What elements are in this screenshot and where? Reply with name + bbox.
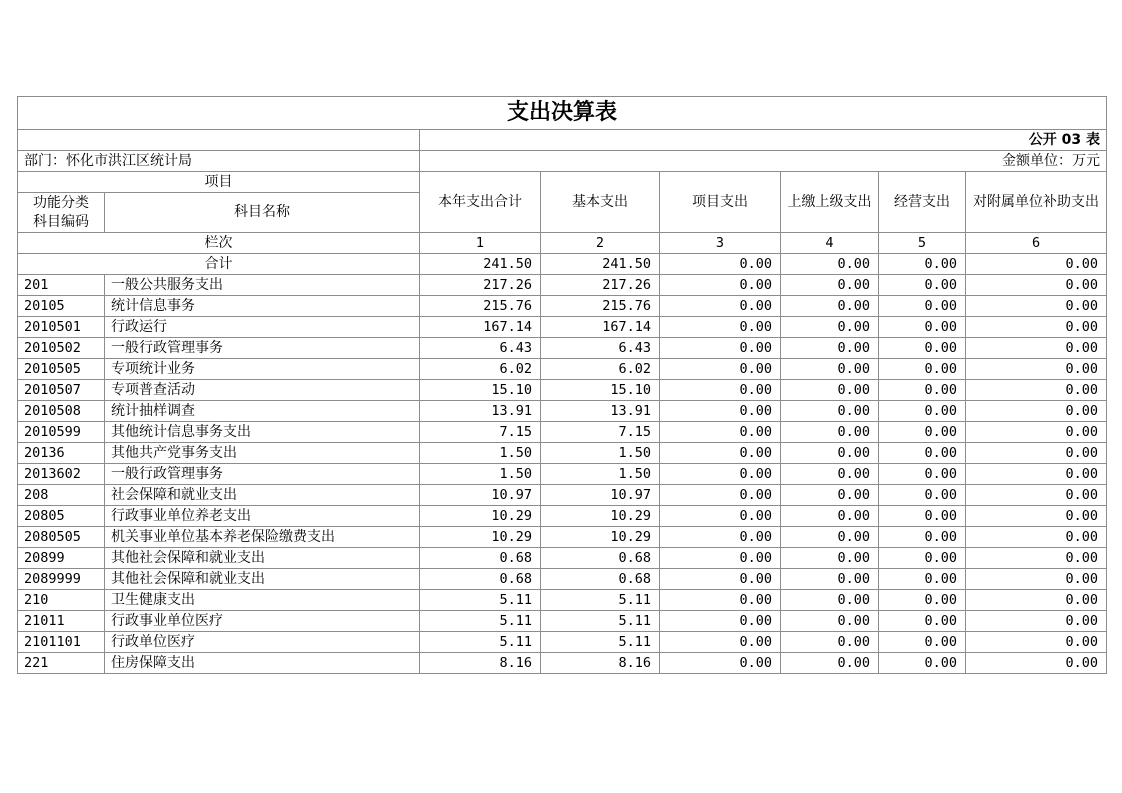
- table-row: [18, 590, 1107, 611]
- amount-cell: 0.00: [781, 548, 879, 569]
- page-title: 支出决算表: [18, 97, 1107, 130]
- table-row: [18, 401, 1107, 422]
- table-row: [18, 443, 1107, 464]
- subject-name: 统计信息事务: [105, 296, 420, 317]
- amount-cell: 0.00: [879, 317, 966, 338]
- amount-cell: 10.29: [541, 506, 660, 527]
- table-row: [18, 275, 1107, 296]
- subject-name: 其他社会保障和就业支出: [105, 569, 420, 590]
- subject-code: 2010508: [18, 401, 105, 422]
- amount-cell: 0.00: [966, 569, 1107, 590]
- amount-cell: 0.00: [879, 401, 966, 422]
- column-index: 6: [966, 233, 1107, 254]
- amount-cell: 217.26: [541, 275, 660, 296]
- amount-cell: 0.00: [966, 317, 1107, 338]
- amount-cell: 0.00: [660, 401, 781, 422]
- amount-cell: 10.29: [420, 527, 541, 548]
- amount-cell: 0.00: [966, 338, 1107, 359]
- table-row: [18, 380, 1107, 401]
- amount-cell: 0.00: [660, 359, 781, 380]
- table-row: [18, 485, 1107, 506]
- amount-cell: 13.91: [420, 401, 541, 422]
- amount-cell: 15.10: [541, 380, 660, 401]
- subject-code: 2010501: [18, 317, 105, 338]
- amount-cell: 5.11: [420, 611, 541, 632]
- amount-cell: 0.00: [660, 275, 781, 296]
- subject-name: 专项统计业务: [105, 359, 420, 380]
- amount-cell: 0.68: [541, 548, 660, 569]
- subject-name: 一般公共服务支出: [105, 275, 420, 296]
- amount-cell: 0.00: [781, 338, 879, 359]
- amount-cell: 5.11: [541, 611, 660, 632]
- amount-cell: 0.00: [966, 464, 1107, 485]
- amount-cell: 0.00: [781, 485, 879, 506]
- subject-name: 行政运行: [105, 317, 420, 338]
- amount-cell: 0.00: [879, 653, 966, 674]
- amount-cell: 0.00: [781, 359, 879, 380]
- amount-cell: 0.00: [966, 548, 1107, 569]
- amount-cell: 0.00: [660, 590, 781, 611]
- subject-code: 2010502: [18, 338, 105, 359]
- amount-cell: 0.00: [781, 443, 879, 464]
- amount-cell: 0.00: [966, 527, 1107, 548]
- amount-cell: 10.29: [420, 506, 541, 527]
- table-row: [18, 611, 1107, 632]
- amount-cell: 0.00: [966, 296, 1107, 317]
- amount-cell: 0.00: [966, 611, 1107, 632]
- header-subsidy: 对附属单位补助支出: [966, 172, 1107, 233]
- subject-name: 其他社会保障和就业支出: [105, 548, 420, 569]
- amount-cell: 5.11: [541, 590, 660, 611]
- subject-name: 行政事业单位养老支出: [105, 506, 420, 527]
- subject-name: 一般行政管理事务: [105, 464, 420, 485]
- amount-cell: 0.00: [781, 275, 879, 296]
- table-row: [18, 338, 1107, 359]
- amount-cell: 0.00: [879, 380, 966, 401]
- subject-code: 2010507: [18, 380, 105, 401]
- header-total: 本年支出合计: [420, 172, 541, 233]
- amount-cell: 0.00: [966, 422, 1107, 443]
- amount-cell: 0.00: [879, 296, 966, 317]
- column-index: 1: [420, 233, 541, 254]
- amount-cell: 0.00: [966, 590, 1107, 611]
- amount-cell: 0.00: [781, 527, 879, 548]
- amount-cell: 5.11: [420, 590, 541, 611]
- amount-cell: 0.00: [966, 632, 1107, 653]
- amount-cell: 0.00: [660, 443, 781, 464]
- amount-cell: 0.00: [879, 485, 966, 506]
- amount-cell: 0.00: [660, 485, 781, 506]
- subject-code: 20105: [18, 296, 105, 317]
- amount-cell: 0.00: [879, 464, 966, 485]
- subject-code: 210: [18, 590, 105, 611]
- amount-cell: 0.00: [781, 464, 879, 485]
- subject-code: 21011: [18, 611, 105, 632]
- department-label: 部门：怀化市洪江区统计局: [18, 151, 420, 172]
- blank-cell: [18, 130, 420, 151]
- subject-code: 20899: [18, 548, 105, 569]
- subject-name: 专项普查活动: [105, 380, 420, 401]
- amount-cell: 0.00: [781, 296, 879, 317]
- subject-code: 2089999: [18, 569, 105, 590]
- table-row: [18, 359, 1107, 380]
- amount-cell: 217.26: [420, 275, 541, 296]
- subject-code: 20805: [18, 506, 105, 527]
- amount-cell: 0.00: [781, 632, 879, 653]
- header-func-code: 功能分类 科目编码: [18, 193, 105, 233]
- total-value: 241.50: [541, 254, 660, 275]
- header-project: 项目支出: [660, 172, 781, 233]
- amount-cell: 0.00: [660, 548, 781, 569]
- amount-cell: 8.16: [541, 653, 660, 674]
- amount-cell: 0.00: [966, 275, 1107, 296]
- amount-cell: 0.00: [879, 527, 966, 548]
- amount-cell: 7.15: [541, 422, 660, 443]
- total-row: [18, 254, 1107, 275]
- subject-code: 221: [18, 653, 105, 674]
- amount-cell: 0.00: [879, 548, 966, 569]
- subject-code: 2010505: [18, 359, 105, 380]
- column-index: 2: [541, 233, 660, 254]
- amount-cell: 215.76: [541, 296, 660, 317]
- amount-cell: 0.68: [420, 548, 541, 569]
- amount-cell: 0.00: [660, 527, 781, 548]
- amount-cell: 0.68: [420, 569, 541, 590]
- amount-cell: 1.50: [541, 464, 660, 485]
- amount-cell: 0.00: [966, 506, 1107, 527]
- subject-code: 201: [18, 275, 105, 296]
- subject-code: 2010599: [18, 422, 105, 443]
- form-number: 公开 03 表: [420, 130, 1107, 151]
- amount-cell: 215.76: [420, 296, 541, 317]
- amount-cell: 0.00: [660, 569, 781, 590]
- subject-name: 住房保障支出: [105, 653, 420, 674]
- amount-cell: 0.00: [781, 506, 879, 527]
- table-row: [18, 548, 1107, 569]
- amount-cell: 0.00: [781, 380, 879, 401]
- total-value: 0.00: [781, 254, 879, 275]
- table-row: [18, 464, 1107, 485]
- amount-cell: 6.02: [541, 359, 660, 380]
- table-row: [18, 632, 1107, 653]
- amount-cell: 13.91: [541, 401, 660, 422]
- subject-code: 208: [18, 485, 105, 506]
- amount-cell: 0.00: [781, 422, 879, 443]
- total-value: 0.00: [966, 254, 1107, 275]
- amount-cell: 0.00: [781, 653, 879, 674]
- amount-cell: 167.14: [541, 317, 660, 338]
- amount-cell: 0.00: [879, 422, 966, 443]
- column-index: 5: [879, 233, 966, 254]
- amount-cell: 0.00: [879, 359, 966, 380]
- amount-cell: 0.00: [781, 590, 879, 611]
- subject-name: 其他统计信息事务支出: [105, 422, 420, 443]
- amount-cell: 8.16: [420, 653, 541, 674]
- amount-cell: 0.00: [781, 611, 879, 632]
- subject-code: 20136: [18, 443, 105, 464]
- amount-cell: 0.00: [966, 359, 1107, 380]
- total-value: 0.00: [879, 254, 966, 275]
- table-row: [18, 527, 1107, 548]
- amount-cell: 5.11: [420, 632, 541, 653]
- amount-cell: 0.00: [660, 296, 781, 317]
- amount-cell: 10.97: [541, 485, 660, 506]
- amount-cell: 0.00: [660, 338, 781, 359]
- amount-cell: 0.00: [879, 590, 966, 611]
- subject-name: 其他共产党事务支出: [105, 443, 420, 464]
- table-row: [18, 569, 1107, 590]
- amount-cell: 0.00: [879, 506, 966, 527]
- column-index: 4: [781, 233, 879, 254]
- table-row: [18, 296, 1107, 317]
- subject-name: 行政事业单位医疗: [105, 611, 420, 632]
- amount-cell: 10.97: [420, 485, 541, 506]
- table-row: [18, 317, 1107, 338]
- amount-cell: 6.02: [420, 359, 541, 380]
- header-business: 经营支出: [879, 172, 966, 233]
- amount-cell: 0.00: [966, 443, 1107, 464]
- amount-cell: 0.00: [660, 380, 781, 401]
- amount-cell: 0.00: [966, 401, 1107, 422]
- amount-cell: 6.43: [541, 338, 660, 359]
- amount-cell: 167.14: [420, 317, 541, 338]
- amount-cell: 0.00: [781, 569, 879, 590]
- amount-cell: 15.10: [420, 380, 541, 401]
- amount-cell: 1.50: [420, 464, 541, 485]
- table-row: [18, 653, 1107, 674]
- header-subject-name: 科目名称: [105, 193, 420, 233]
- amount-cell: 0.00: [879, 632, 966, 653]
- amount-cell: 5.11: [541, 632, 660, 653]
- amount-cell: 1.50: [541, 443, 660, 464]
- subject-name: 行政单位医疗: [105, 632, 420, 653]
- amount-cell: 0.00: [660, 653, 781, 674]
- amount-cell: 0.00: [781, 317, 879, 338]
- amount-cell: 0.00: [879, 275, 966, 296]
- header-item: 项目: [18, 172, 420, 193]
- subject-name: 统计抽样调查: [105, 401, 420, 422]
- amount-cell: 0.00: [781, 401, 879, 422]
- amount-cell: 0.00: [879, 569, 966, 590]
- amount-cell: 0.00: [966, 380, 1107, 401]
- amount-cell: 0.00: [879, 443, 966, 464]
- subject-code: 2080505: [18, 527, 105, 548]
- subject-code: 2013602: [18, 464, 105, 485]
- amount-cell: 0.00: [660, 464, 781, 485]
- total-value: 241.50: [420, 254, 541, 275]
- amount-cell: 0.00: [966, 653, 1107, 674]
- subject-name: 一般行政管理事务: [105, 338, 420, 359]
- column-index-label: 栏次: [18, 233, 420, 254]
- amount-cell: 0.00: [879, 338, 966, 359]
- subject-name: 卫生健康支出: [105, 590, 420, 611]
- unit-label: 金额单位：万元: [420, 151, 1107, 172]
- table-row: [18, 422, 1107, 443]
- amount-cell: 1.50: [420, 443, 541, 464]
- amount-cell: 0.68: [541, 569, 660, 590]
- subject-code: 2101101: [18, 632, 105, 653]
- amount-cell: 0.00: [660, 611, 781, 632]
- table-row: [18, 506, 1107, 527]
- amount-cell: 10.29: [541, 527, 660, 548]
- amount-cell: 0.00: [660, 422, 781, 443]
- expenditure-table: [17, 96, 1107, 674]
- amount-cell: 0.00: [879, 611, 966, 632]
- header-basic: 基本支出: [541, 172, 660, 233]
- column-index: 3: [660, 233, 781, 254]
- header-remit-upper: 上缴上级支出: [781, 172, 879, 233]
- total-value: 0.00: [660, 254, 781, 275]
- amount-cell: 0.00: [660, 506, 781, 527]
- total-label: 合计: [18, 254, 420, 275]
- amount-cell: 0.00: [660, 317, 781, 338]
- amount-cell: 0.00: [966, 485, 1107, 506]
- subject-name: 机关事业单位基本养老保险缴费支出: [105, 527, 420, 548]
- amount-cell: 7.15: [420, 422, 541, 443]
- amount-cell: 0.00: [660, 632, 781, 653]
- amount-cell: 6.43: [420, 338, 541, 359]
- subject-name: 社会保障和就业支出: [105, 485, 420, 506]
